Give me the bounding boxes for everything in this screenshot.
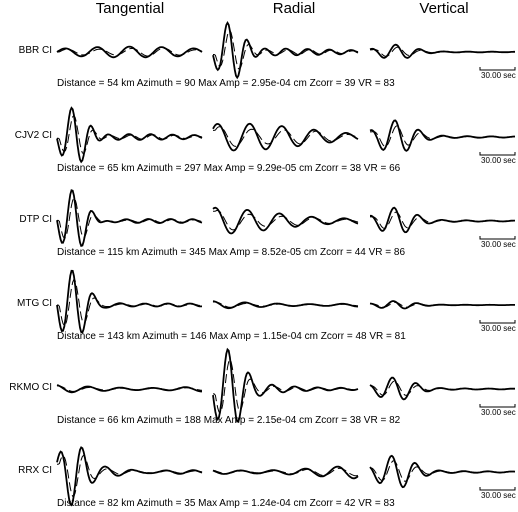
column-title-radial: Radial (272, 0, 316, 17)
scale-bar (480, 404, 515, 407)
station-label: CJV2 CI (14, 130, 52, 141)
station-info: Distance = 115 km Azimuth = 345 Max Amp = 8.52e-05 cm Zcorr = 44 VR = 86 (57, 247, 406, 258)
observed-trace (57, 47, 202, 58)
scale-bar (480, 320, 515, 323)
scale-bar-label: 30.00 sec (481, 156, 516, 165)
observed-trace (370, 301, 515, 309)
scale-bar (480, 67, 515, 70)
observed-trace (213, 350, 358, 422)
observed-trace (370, 208, 515, 233)
station-info: Distance = 54 km Azimuth = 90 Max Amp = 2.95e-04 cm Zcorr = 39 VR = 83 (57, 78, 395, 89)
synthetic-trace (213, 30, 358, 69)
synthetic-trace (370, 381, 515, 395)
column-title-tangential: Tangential (95, 0, 165, 17)
station-info: Distance = 66 km Azimuth = 188 Max Amp = 2.15e-04 cm Zcorr = 38 VR = 82 (57, 415, 401, 426)
station-info: Distance = 82 km Azimuth = 35 Max Amp = 1.24e-04 cm Zcorr = 42 VR = 83 (57, 498, 395, 509)
scale-bar (480, 236, 515, 239)
station-label: DTP CI (19, 214, 52, 225)
scale-bar-label: 30.00 sec (481, 408, 516, 417)
scale-bar-label: 30.00 sec (481, 491, 516, 500)
observed-trace (370, 121, 515, 151)
synthetic-trace (370, 126, 515, 147)
scale-bar-label: 30.00 sec (481, 240, 516, 249)
scale-bar (480, 487, 515, 490)
station-label: BBR CI (18, 45, 52, 56)
scale-bar (480, 152, 515, 155)
scale-bar-label: 30.00 sec (481, 71, 516, 80)
station-label: MTG CI (17, 298, 52, 309)
station-info: Distance = 143 km Azimuth = 146 Max Amp = 1.15e-04 cm Zcorr = 48 VR = 81 (57, 331, 406, 342)
observed-trace (57, 447, 202, 505)
column-title-vertical: Vertical (419, 0, 469, 17)
station-label: RRX CI (18, 465, 52, 476)
scale-bar-label: 30.00 sec (481, 324, 516, 333)
observed-trace (370, 456, 515, 487)
station-info: Distance = 65 km Azimuth = 297 Max Amp = 9.29e-05 cm Zcorr = 38 VR = 66 (57, 163, 401, 174)
station-label: RKMO CI (9, 382, 52, 393)
